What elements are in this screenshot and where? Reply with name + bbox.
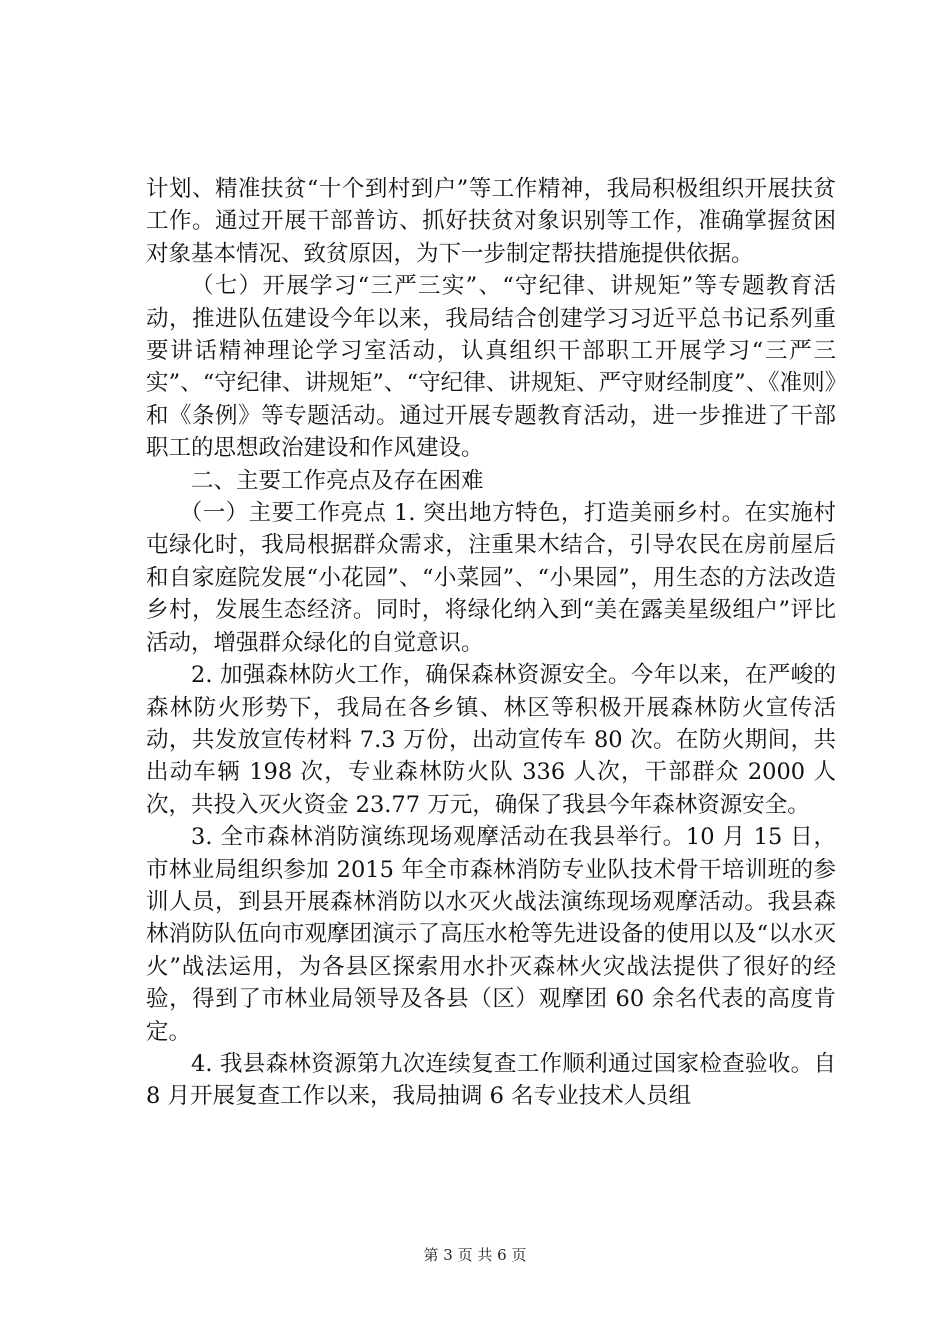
paragraph-special-education: （七）开展学习“三严三实”、“守纪律、讲规矩”等专题教育活动，推进队伍建设今年以来，我局结合创建学习习近平总书记系列重要讲话精神理论学习室活动，认真组织干部职工开展学习“三严三实”、“守纪律、讲规矩”、“守纪律、讲规矩、严守财经制度”、《准则》和《条例》等专题活动。通过开展专题教育活动，进一步推进了干部职工的思想政治建设和作风建设。 (146, 273, 836, 462)
paragraph-poverty-alleviation: 计划、精准扶贫“十个到村到户”等工作精神，我局积极组织开展扶贫工作。通过开展干部普访、抓好扶贫对象识别等工作，准确掌握贫困对象基本情况、致贫原因，为下一步制定帮扶措施提供依据。 (146, 176, 836, 267)
page-footer: 第 3 页 共 6 页 (423, 1246, 527, 1264)
section-heading-highlights: 二、主要工作亮点及存在困难 (191, 467, 484, 494)
paragraph-highlight-3: 3. 全市森林消防演练现场观摩活动在我县举行。10 月 15 日，市林业局组织参加 2015 年全市森林消防专业队技术骨干培训班的参训人员，到县开展森林消防以水灭火战法演练现场观摩活动。我县森林消防队伍向市观摩团演示了高压水枪等先进设备的使用以及“以水灭火”战法运用，为各县区探索用水扑灭森林火灾战法提供了很好的经验，得到了市林业局领导及各县（区）观摩团 60 余名代表的高度肯定。 (146, 824, 836, 1045)
paragraph-highlight-2: 2. 加强森林防火工作，确保森林资源安全。今年以来，在严峻的森林防火形势下，我局在各乡镇、林区等积极开展森林防火宣传活动，共发放宣传材料 7.3 万份，出动宣传车 80 次。在防火期间，共出动车辆 198 次，专业森林防火队 336 人次，干部群众 2000 人次，共投入灭火资金 23.77 万元，确保了我县今年森林资源安全。 (146, 662, 836, 818)
paragraph-highlight-1: （一）主要工作亮点 1. 突出地方特色，打造美丽乡村。在实施村屯绿化时，我局根据群众需求，注重果木结合，引导农民在房前屋后和自家庭院发展“小花园”、“小菜园”、“小果园”，用生态的方法改造乡村，发展生态经济。同时，将绿化纳入到“美在露美星级组户”评比活动，增强群众绿化的自觉意识。 (146, 500, 836, 656)
paragraph-highlight-4: 4. 我县森林资源第九次连续复查工作顺利通过国家检查验收。自 8 月开展复查工作以来，我局抽调 6 名专业技术人员组 (146, 1050, 836, 1110)
document-body (146, 173, 836, 1113)
